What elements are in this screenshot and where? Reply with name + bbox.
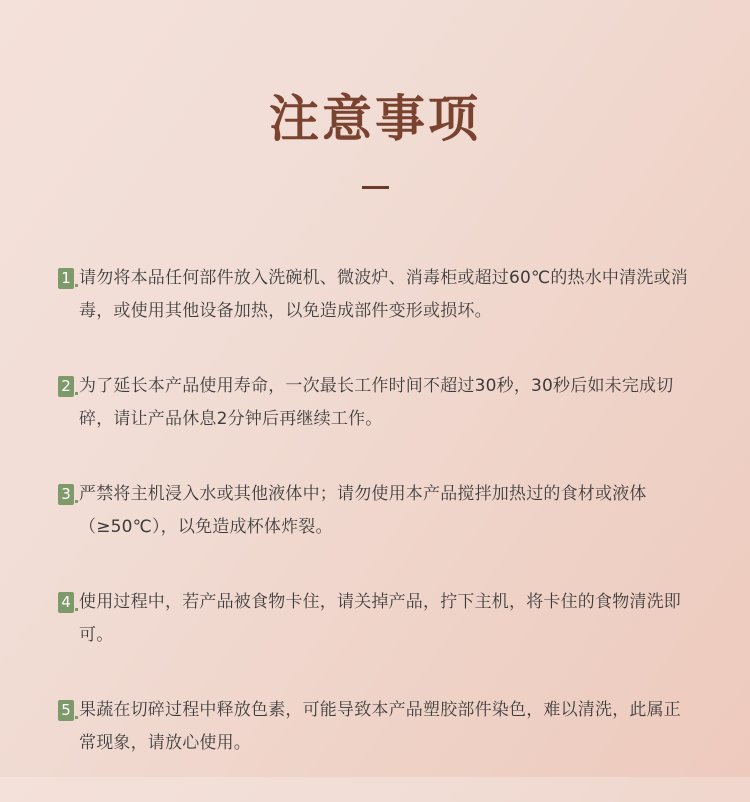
note-item-3: [58, 478, 698, 544]
note-number-badge: 2: [58, 376, 74, 397]
note-text: 果蔬在切碎过程中释放色素，可能导致本产品塑胶部件染色，难以清洗，此属正常现象，请放心使用。: [79, 700, 681, 753]
note-text: 为了延长本产品使用寿命，一次最长工作时间不超过30秒，30秒后如未完成切碎，请让产品休息2分钟后再继续工作。: [79, 376, 674, 429]
page-title: 注意事项: [269, 90, 481, 148]
note-number-badge: 5: [58, 700, 74, 721]
note-item-2: [58, 370, 698, 436]
note-number-badge: 4: [58, 592, 74, 613]
note-text: 使用过程中，若产品被食物卡住，请关掉产品，拧下主机，将卡住的食物清洗即可。: [79, 592, 681, 645]
note-text: 严禁将主机浸入水或其他液体中；请勿使用本产品搅拌加热过的食材或液体（≥50℃），以免造成杯体炸裂。: [79, 484, 647, 537]
note-text: 请勿将本品任何部件放入洗碗机、微波炉、消毒柜或超过60℃的热水中清洗或消毒，或使用其他设备加热，以免造成部件变形或损坏。: [79, 268, 688, 321]
title-divider: [362, 186, 389, 189]
note-number-badge: 1: [58, 268, 74, 289]
note-item-4: [58, 586, 698, 652]
notes-list: [58, 262, 698, 802]
note-item-5: [58, 694, 698, 760]
note-number-badge: 3: [58, 484, 74, 505]
note-item-1: [58, 262, 698, 328]
